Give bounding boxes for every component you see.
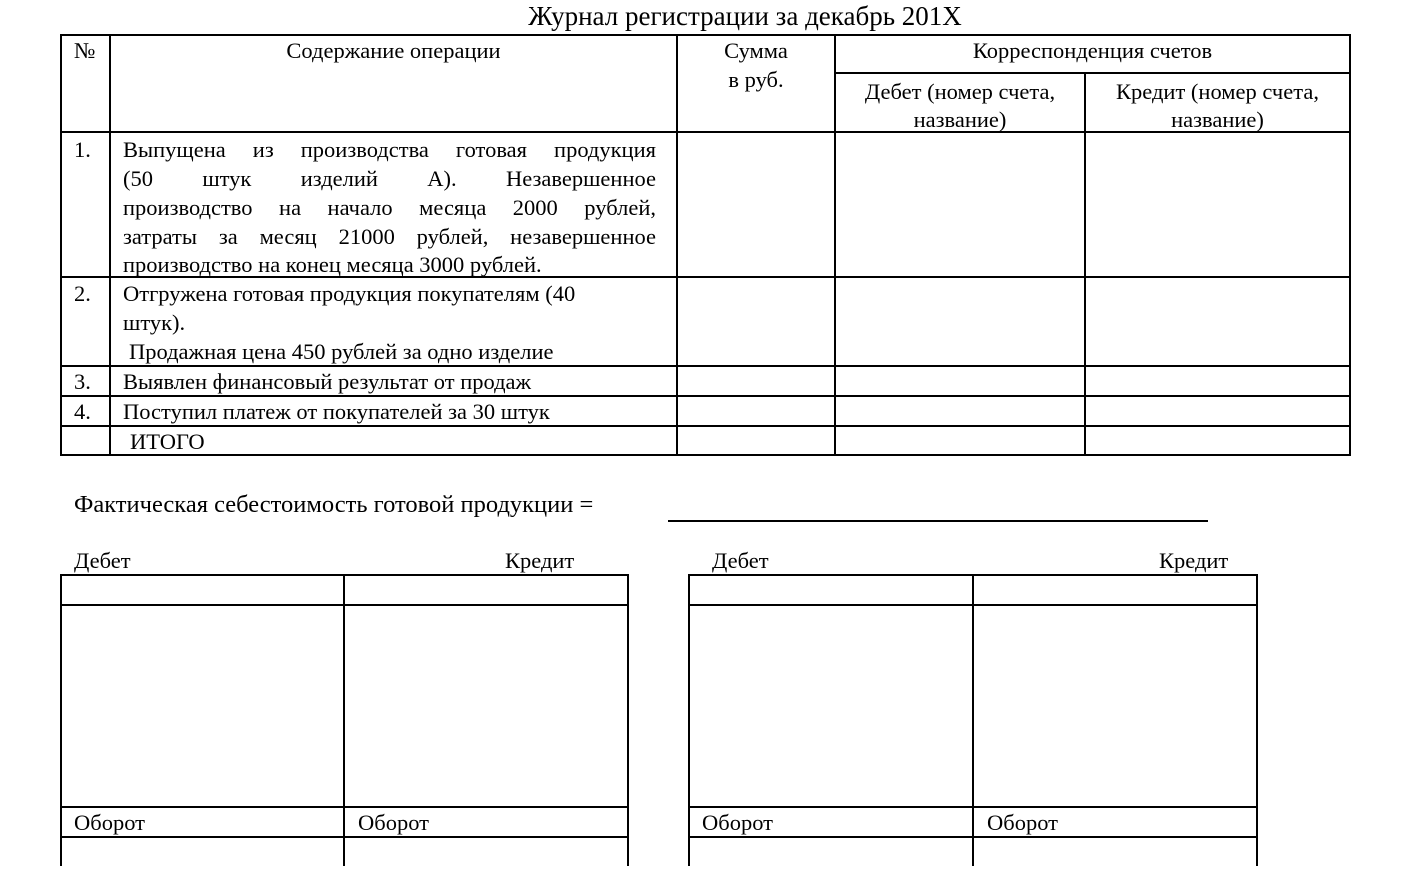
row-4-num: 4. xyxy=(74,399,91,424)
t-account-line xyxy=(1256,574,1258,866)
header-debit-sub: название) xyxy=(913,107,1007,132)
header-sum: Сумма xyxy=(724,38,788,63)
table-line xyxy=(1349,34,1351,456)
t-account-debit-label: Дебет xyxy=(712,548,769,573)
row-2-num: 2. xyxy=(74,281,91,306)
row-1-line: производство на начало месяца 2000 рублей, xyxy=(123,195,656,220)
header-debit: Дебет (номер счета, xyxy=(864,79,1056,104)
row-4-line: Поступил платеж от покупателей за 30 штук xyxy=(123,399,550,424)
summary-blank-line xyxy=(668,520,1208,522)
row-1-line: производство на конец месяца 3000 рублей. xyxy=(123,252,542,277)
t-account-line xyxy=(60,574,62,866)
summary-label: Фактическая себестоимость готовой продукции = xyxy=(74,491,594,518)
row-2-line: штук). xyxy=(123,310,186,335)
header-content: Содержание операции xyxy=(286,38,501,63)
row-3-num: 3. xyxy=(74,369,91,394)
t-account-line xyxy=(343,574,345,866)
header-num: № xyxy=(74,38,96,63)
table-line xyxy=(60,34,62,456)
t-account-line xyxy=(627,574,629,866)
t-account-turnover-left: Оборот xyxy=(74,810,145,835)
total-label: ИТОГО xyxy=(130,429,205,454)
row-3-line: Выявлен финансовый результат от продаж xyxy=(123,369,532,394)
t-account-debit-label: Дебет xyxy=(74,548,131,573)
table-line xyxy=(835,72,1351,74)
t-account-turnover-right: Оборот xyxy=(987,810,1058,835)
t-account-turnover-right: Оборот xyxy=(358,810,429,835)
t-account-turnover-left: Оборот xyxy=(702,810,773,835)
row-2-line: Отгружена готовая продукция покупателям (40 xyxy=(123,281,576,306)
t-account-line xyxy=(972,574,974,866)
t-account-line xyxy=(688,574,690,866)
row-2-line: Продажная цена 450 рублей за одно изделие xyxy=(129,339,554,364)
row-1-line: затраты за месяц 21000 рублей, незавершенное xyxy=(123,224,656,249)
table-line xyxy=(109,34,111,456)
journal-title: Журнал регистрации за декабрь 201X xyxy=(528,1,962,31)
row-1-num: 1. xyxy=(74,137,91,162)
header-sum-unit: в руб. xyxy=(728,67,784,92)
header-correspondence: Корреспонденция счетов xyxy=(972,38,1213,63)
row-1-line: Выпущена из производства готовая продукция xyxy=(123,137,656,162)
row-1-line: (50 штук изделий А). Незавершенное xyxy=(123,166,656,191)
header-credit: Кредит (номер счета, xyxy=(1116,79,1319,104)
t-account-credit-label: Кредит xyxy=(1159,548,1229,573)
t-account-credit-label: Кредит xyxy=(505,548,575,573)
header-credit-sub: название) xyxy=(1171,107,1264,132)
table-line xyxy=(60,454,1351,456)
table-line xyxy=(676,34,678,456)
